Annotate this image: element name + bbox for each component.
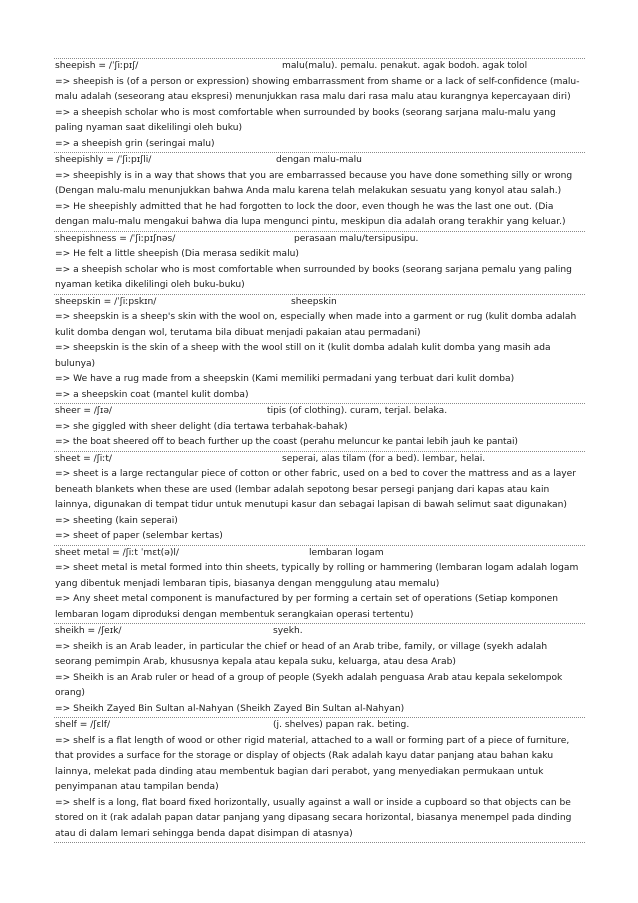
- entry-header: [54, 295, 585, 311]
- headword-meaning: perasaan malu/tersipusipu.: [294, 233, 419, 244]
- headword-meaning: seperai, alas tilam (for a bed). lembar, helai.: [282, 453, 486, 464]
- entry-line: => a sheepskin coat (mantel kulit domba): [55, 389, 249, 400]
- entry-line: => sheikh is an Arab leader, in particular the chief or head of an Arab tribe, family, or village (syekh adalah seorang pemimpin Arab, khususnya kepala atau kepala suku, keluarga, atau desa Arab): [55, 641, 548, 667]
- entry-line: => a sheepish grin (seringai malu): [55, 138, 215, 149]
- headword: sheepishness = /ˈʃiːpɪʃnəs/: [55, 233, 176, 244]
- dictionary-document: [54, 58, 585, 843]
- dictionary-entry: [54, 231, 585, 294]
- entry-header: [54, 232, 585, 248]
- entry-line: => Sheikh is an Arab ruler or head of a group of people (Syekh adalah penguasa Arab atau kepala sekelompok orang): [55, 672, 563, 698]
- headword: sheer = /ʃɪə/: [55, 406, 112, 416]
- entry-header: [54, 546, 585, 562]
- dictionary-entry: [54, 152, 585, 231]
- entry-line: => sheeting (kain seperai): [55, 515, 178, 526]
- headword-meaning: malu(malu). pemalu. penakut. agak bodoh. agak tolol: [282, 61, 528, 71]
- dictionary-entry: [54, 623, 585, 717]
- headword: sheikh = /ʃeɪk/: [55, 626, 122, 636]
- entry-header: [54, 153, 585, 169]
- dictionary-entry: [54, 545, 585, 624]
- headword: sheet metal = /ʃiːt ˈmɛt(ə)l/: [55, 547, 179, 558]
- dictionary-entry: [54, 403, 585, 451]
- headword-meaning: dengan malu-malu: [276, 155, 362, 165]
- entry-line: => Any sheet metal component is manufactured by per forming a certain set of operations (Setiap komponen lembaran logam diproduksi dengan membentuk serangkaian operasi tertentu): [55, 594, 559, 620]
- dictionary-entry: [54, 58, 585, 152]
- headword-meaning: (j. shelves) papan rak. beting.: [273, 720, 410, 730]
- dictionary-entry: [54, 294, 585, 404]
- entry-line: => He sheepishly admitted that he had forgotten to lock the door, even though he was the last one out. (Dia dengan malu-malu mengakui bahwa dia lupa mengunci pintu, meskipun dia adalah orang terakhir yang keluar.): [55, 201, 566, 227]
- entry-header: [54, 624, 585, 640]
- entry-header: [54, 59, 585, 75]
- headword-meaning: syekh.: [273, 626, 303, 636]
- headword-meaning: sheepskin: [291, 296, 337, 307]
- headword: sheepskin = /ˈʃiːpskɪn/: [55, 296, 157, 307]
- entry-line: => sheet is a large rectangular piece of cotton or other fabric, used on a bed to cover the mattress and as a layer beneath blankets when these are used (lembar adalah sepotong besar persegi panjang dari kapas atau kain lainnya, digunakan di tempat tidur untuk menutupi kasur dan sebagai lapisan di bawah selimut saat digunakan): [55, 469, 576, 510]
- entry-line: => sheet metal is metal formed into thin sheets, typically by rolling or hammering (lembaran logam adalah logam yang dibentuk menjadi lembaran tipis, biasanya dengan menggulung atau memalu): [55, 563, 579, 589]
- dictionary-entry: [54, 717, 585, 842]
- headword-meaning: lembaran logam: [309, 547, 384, 558]
- entry-line: => We have a rug made from a sheepskin (Kami memiliki permadani yang terbuat dari kulit domba): [55, 374, 515, 384]
- entry-line: => sheepskin is a sheep's skin with the wool on, especially when made into a garment or rug (kulit domba adalah kulit domba dengan wol, terutama bila dibuat menjadi pakaian atau permadani): [55, 312, 577, 338]
- headword-meaning: tipis (of clothing). curam, terjal. belaka.: [267, 406, 448, 416]
- entry-line: => shelf is a flat length of wood or other rigid material, attached to a wall or forming part of a piece of furniture, that provides a surface for the storage or display of objects (Rak adalah kayu datar panjang atau bahan kaku lainnya, melekat pada dinding atau membentuk bagian dari perabot, yang menyediakan permukaan untuk penyimpanan atau tampilan benda): [55, 735, 570, 792]
- entry-line: => sheepish is (of a person or expression) showing embarrassment from shame or a lack of self-confidence (malu-malu adalah (seseorang atau ekspresi) menunjukkan rasa malu dari rasa malu atau kurangnya kepercayaan diri): [55, 76, 580, 102]
- entry-header: [54, 718, 585, 734]
- entry-line: => He felt a little sheepish (Dia merasa sedikit malu): [55, 249, 299, 259]
- dictionary-entry: [54, 451, 585, 545]
- headword: shelf = /ʃɛlf/: [55, 720, 111, 730]
- entry-line: => sheepishly is in a way that shows that you are embarrassed because you have done something silly or wrong (Dengan malu-malu menunjukkan bahwa Anda malu karena telah melakukan sesuatu yang konyol atau salah.): [55, 170, 573, 196]
- entry-line: => sheepskin is the skin of a sheep with the wool still on it (kulit domba adalah kulit domba yang masih ada bulunya): [55, 343, 551, 369]
- entry-line: => shelf is a long, flat board fixed horizontally, usually against a wall or inside a cupboard so that objects can be stored on it (rak adalah papan datar panjang yang dipasang secara horizontal, biasanya menempel pada dinding atau di dalam lemari sehingga benda dapat disimpan di atasnya): [55, 797, 572, 839]
- entry-line: => the boat sheered off to beach further up the coast (perahu meluncur ke pantai lebih jauh ke pantai): [55, 437, 518, 447]
- headword: sheepish = /ˈʃiːpɪʃ/: [55, 61, 139, 71]
- entry-line: => sheet of paper (selembar kertas): [55, 531, 223, 541]
- entry-line: => a sheepish scholar who is most comfortable when surrounded by books (seorang sarjana malu-malu yang paling nyaman saat dikelilingi oleh buku): [55, 107, 556, 133]
- headword: sheepishly = /ˈʃiːpɪʃli/: [55, 155, 152, 165]
- entry-line: => she giggled with sheer delight (dia tertawa terbahak-bahak): [55, 421, 348, 432]
- entry-header: [54, 452, 585, 468]
- entry-line: => a sheepish scholar who is most comfortable when surrounded by books (seorang sarjana pemalu yang paling nyaman ketika dikelilingi oleh buku-buku): [55, 264, 572, 290]
- headword: sheet = /ʃiːt/: [55, 453, 112, 464]
- entry-header: [54, 404, 585, 420]
- entry-line: => Sheikh Zayed Bin Sultan al-Nahyan (Sheikh Zayed Bin Sultan al-Nahyan): [55, 703, 405, 714]
